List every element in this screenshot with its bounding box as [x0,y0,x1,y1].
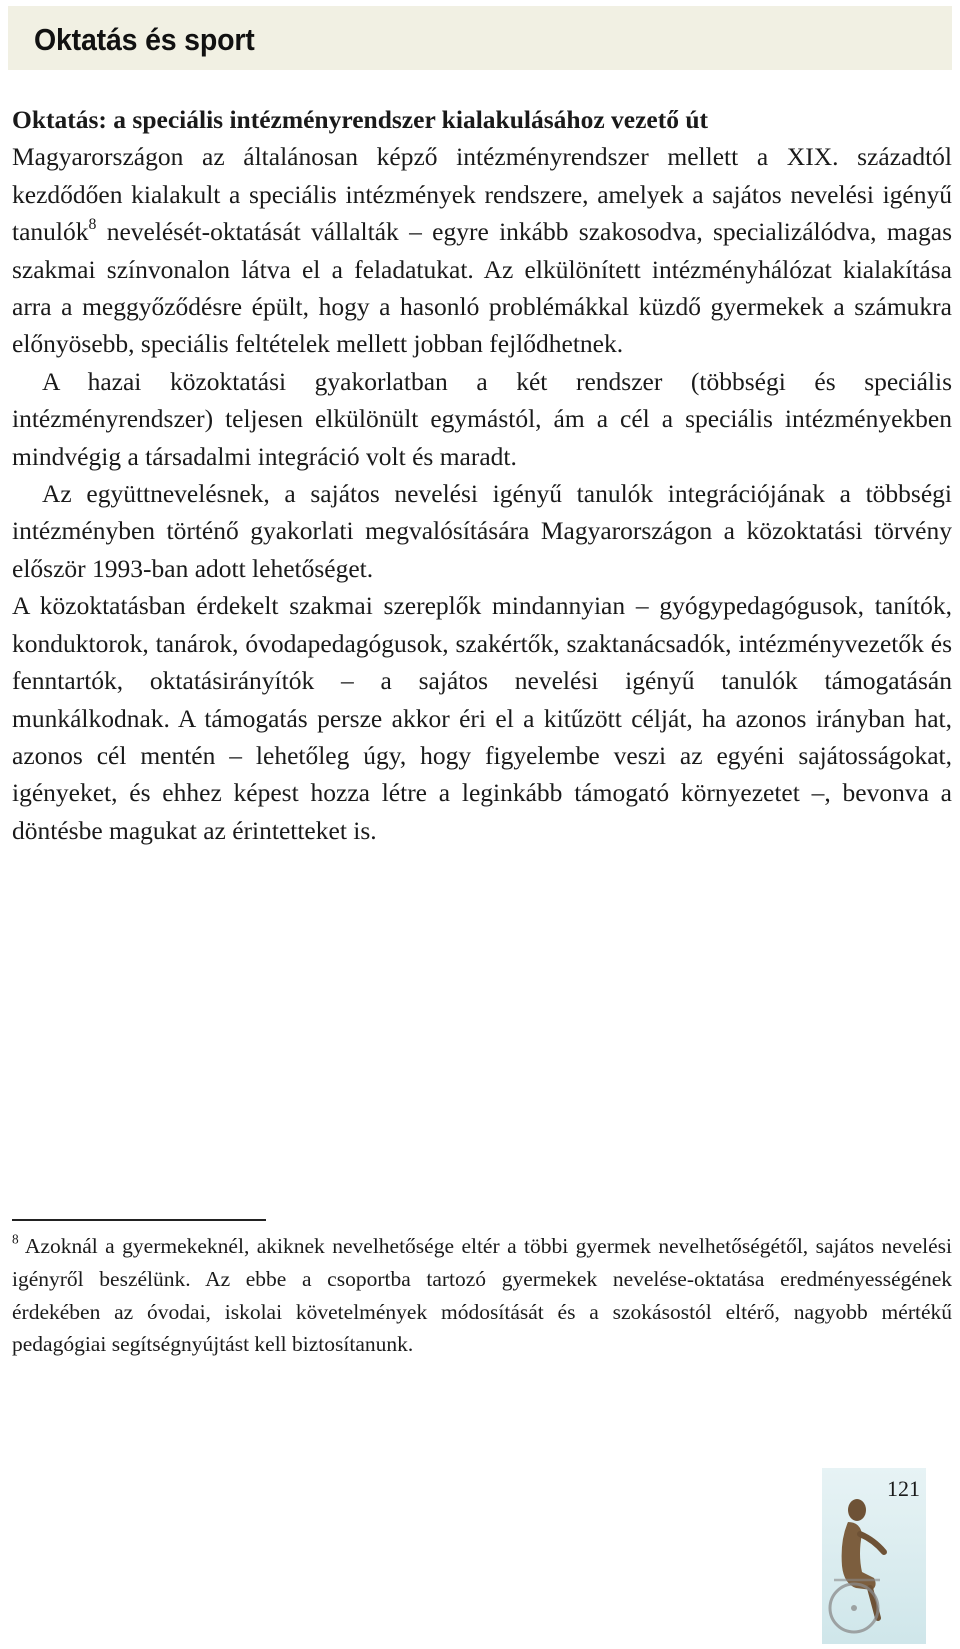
article-lead-title: Oktatás: a speciális intézményrendszer kialakulásához vezető út [12,105,709,134]
paragraph-2: A hazai közoktatási gyakorlatban a két rendszer (többségi és speciális intézményrendszer) teljesen elkülönült egymástól, ám a cél a speciális intézményekben mindvégig a társadalmi integráció volt és maradt. [12,366,952,471]
page-corner-decoration [822,1468,926,1644]
paragraph-1-text: Magyarországon az általánosan képző intézményrendszer mellett a XIX. századtól kezdődően kialakult a speciális intézmények rendszere, amelyek a sajátos nevelési igényű tanulók [12,142,952,247]
paragraph-1 [12,138,952,362]
paragraph-3: Az együttnevelésnek, a sajátos nevelési igényű tanulók integrációjának a többségi intézményben történő gyakorlati megvalósítására Magyarországon a közoktatási törvény először 1993-ban adott lehetőséget. [12,479,952,583]
page-number: 121 [887,1476,920,1501]
section-title: Oktatás és sport [34,22,255,57]
footnote-number: 8 [12,1231,19,1247]
footnote-reference[interactable]: 8 [88,216,97,234]
footnote-divider [12,1219,266,1221]
footnote [12,1230,952,1361]
footnote-text: Azoknál a gyermekeknél, akiknek nevelhetősége eltér a többi gyermek nevelhetőségétől, sajátos nevelési igényről beszélünk. Az ebbe a csoportba tartozó gyermekek nevelése-oktatása eredményességének érdekében az óvodai, iskolai követelmények módosítását és a szokásostól eltérő, nagyobb mértékű pedagógiai segítségnyújtást kell biztosítanunk. [12,1234,952,1357]
section-header-band [8,6,952,70]
paragraph-1-continued: nevelését-oktatását vállalták – egyre inkább szakosodva, specializálódva, magas szakmai színvonalon látva el a feladatukat. Az elkülönített intézményhálózat kialakítása arra a meggyőződésre épült, hogy a hasonló problémákkal küzdő gyermekek a számukra előnyösebb, speciális feltételek mellett jobban fejlődhetnek. [12,217,952,359]
article-body [12,101,952,849]
paragraph-4: A közoktatásban érdekelt szakmai szereplők mindannyian – gyógypedagógusok, tanítók, konduktorok, tanárok, óvodapedagógusok, szakértők, szaktanácsadók, intézményvezetők és fenntartók, oktatásirányítók – a sajátos nevelési igényű tanulók támogatásán munkálkodnak. A támogatás persze akkor éri el a kitűzött célját, ha azonos irányban hat, azonos cél mentén – lehetőleg úgy, hogy figyelembe veszi az egyéni sajátosságokat, igényeket, és ehhez képest hozza létre a leginkább támogató környezetet –, bevonva a döntésbe magukat az érintetteket is. [12,591,952,845]
